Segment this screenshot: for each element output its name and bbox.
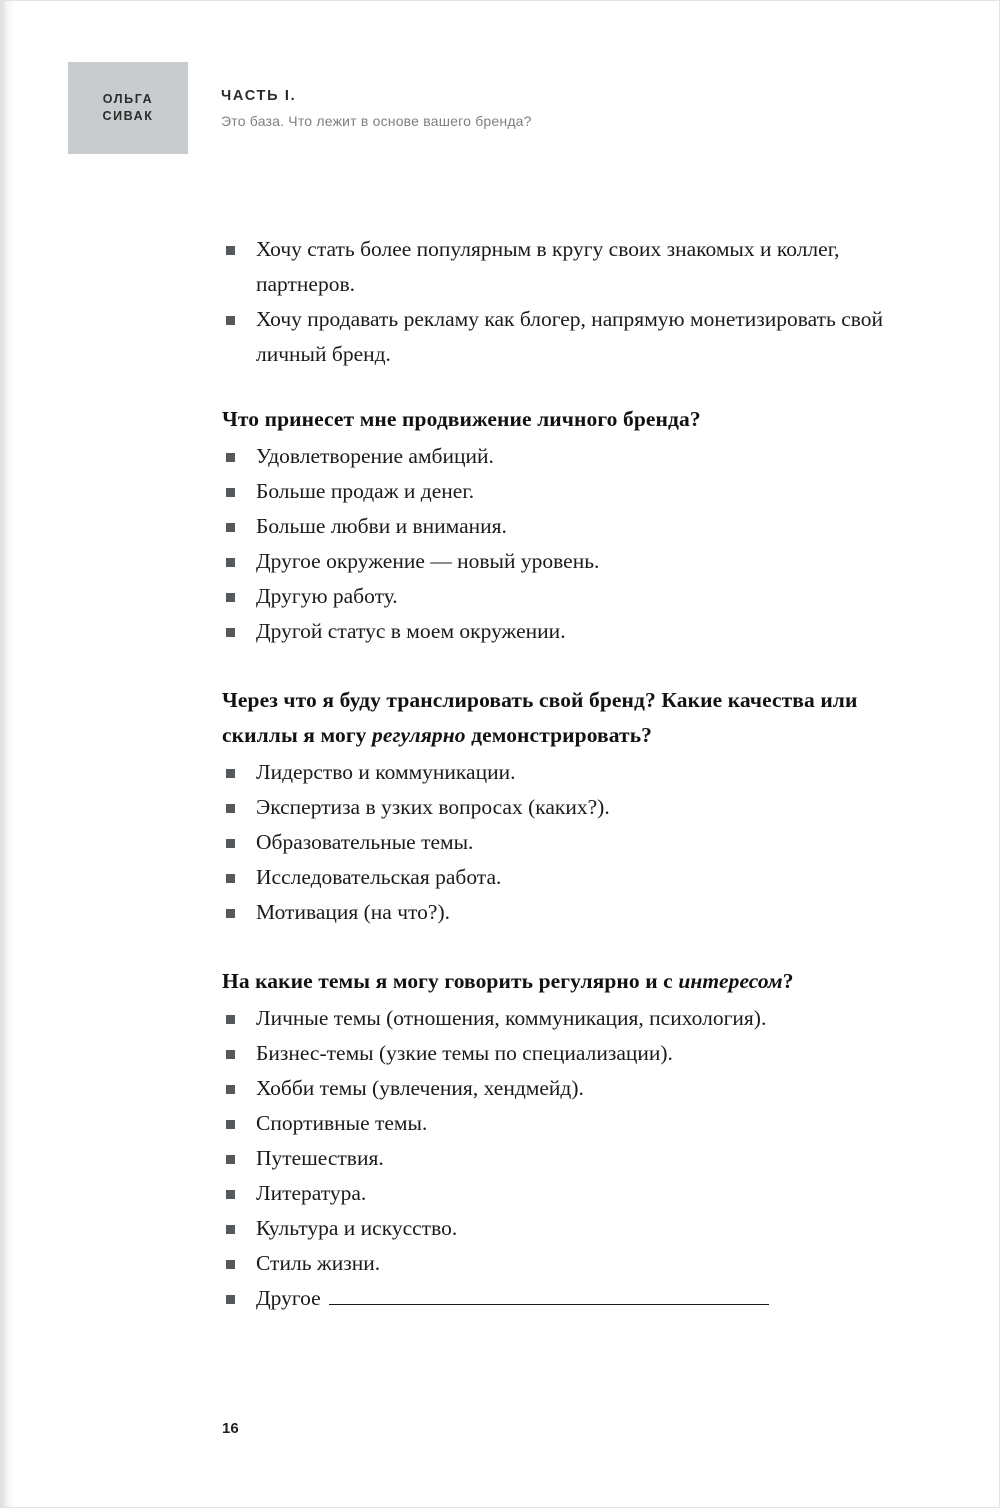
list-item: Другую работу. xyxy=(222,579,902,614)
spacer xyxy=(222,372,902,402)
section-bullet-list xyxy=(222,755,902,930)
author-badge xyxy=(68,62,188,154)
section-topics xyxy=(222,964,902,1316)
list-item: Стиль жизни. xyxy=(222,1246,902,1281)
heading-part-before: На какие темы я могу говорить регулярно и с xyxy=(222,969,679,993)
heading-part-italic: регулярно xyxy=(372,723,466,747)
intro-bullet-list xyxy=(222,232,902,372)
fill-in-label: Другое xyxy=(256,1286,321,1310)
section-benefits xyxy=(222,402,902,649)
list-item: Больше продаж и денег. xyxy=(222,474,902,509)
heading-part-before: Через что я буду транслировать свой бренд? Какие качества или скиллы я могу xyxy=(222,688,858,747)
section-heading xyxy=(222,964,902,999)
spacer xyxy=(222,653,902,683)
section-heading: Что принесет мне продвижение личного бренда? xyxy=(222,407,701,431)
section-channels xyxy=(222,683,902,930)
list-item: Другое окружение — новый уровень. xyxy=(222,544,902,579)
heading-part-italic: интересом xyxy=(678,969,783,993)
page-header xyxy=(68,62,928,154)
section-bullet-list xyxy=(222,1001,902,1316)
list-item: Экспертиза в узких вопросах (каких?). xyxy=(222,790,902,825)
list-item: Спортивные темы. xyxy=(222,1106,902,1141)
section-heading xyxy=(222,683,902,753)
list-item: Хочу продавать рекламу как блогер, напрямую монетизировать свой личный бренд. xyxy=(222,302,902,372)
list-item: Бизнес-темы (узкие темы по специализации). xyxy=(222,1036,902,1071)
list-item: Больше любви и внимания. xyxy=(222,509,902,544)
fill-in-blank-line[interactable] xyxy=(329,1286,769,1305)
list-item: Путешествия. xyxy=(222,1141,902,1176)
list-item: Другой статус в моем окружении. xyxy=(222,614,902,649)
list-item: Хочу стать более популярным в кругу своих знакомых и коллег, партнеров. xyxy=(222,232,902,302)
list-item: Удовлетворение амбиций. xyxy=(222,439,902,474)
heading-part-after: ? xyxy=(782,969,794,993)
list-item: Литература. xyxy=(222,1176,902,1211)
part-title: ЧАСТЬ I. xyxy=(221,88,297,104)
list-item: Хобби темы (увлечения, хендмейд). xyxy=(222,1071,902,1106)
header-text-block xyxy=(221,88,532,129)
list-item: Исследовательская работа. xyxy=(222,860,902,895)
heading-part-after: демонстрировать? xyxy=(465,723,653,747)
page-content xyxy=(222,232,902,1320)
list-item: Образовательные темы. xyxy=(222,825,902,860)
section-bullet-list xyxy=(222,439,902,649)
author-name-line2: СИВАК xyxy=(102,109,154,123)
part-subtitle: Это база. Что лежит в основе вашего бренда? xyxy=(221,113,532,129)
spacer xyxy=(222,934,902,964)
list-item: Культура и искусство. xyxy=(222,1211,902,1246)
list-item: Мотивация (на что?). xyxy=(222,895,902,930)
list-item: Лидерство и коммуникации. xyxy=(222,755,902,790)
list-item: Личные темы (отношения, коммуникация, психология). xyxy=(222,1001,902,1036)
author-name-line1: ОЛЬГА xyxy=(102,92,154,106)
list-item-fill-in[interactable] xyxy=(222,1281,902,1316)
page-binding-edge xyxy=(0,0,14,1508)
page-number: 16 xyxy=(222,1420,239,1437)
